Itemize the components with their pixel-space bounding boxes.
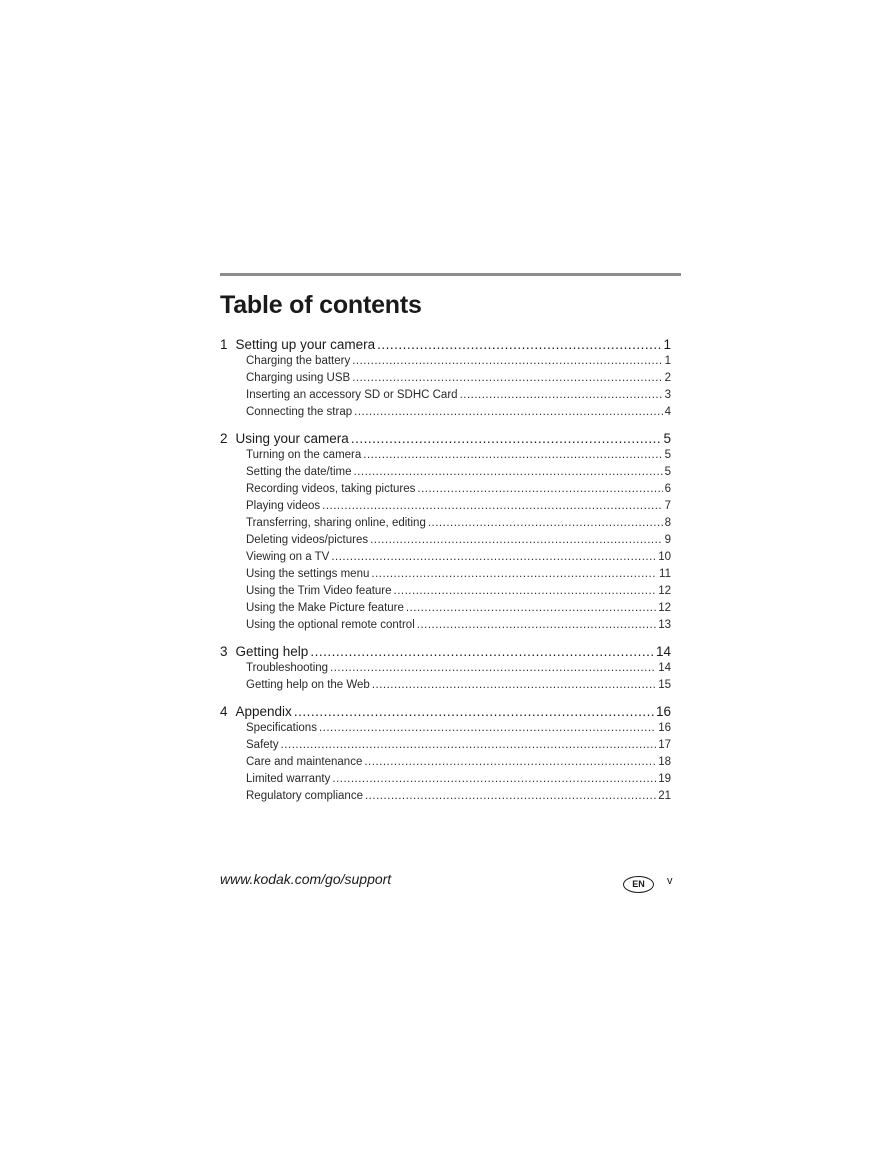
entry-page: 14 — [658, 662, 671, 674]
entry-page: 11 — [659, 568, 671, 580]
chapter-number: 3 — [220, 644, 228, 659]
dot-leader — [352, 353, 662, 370]
language-badge: EN — [623, 876, 654, 893]
toc-entry-row[interactable] — [220, 737, 671, 754]
toc-entry-row[interactable] — [220, 387, 671, 404]
dot-leader — [394, 583, 657, 600]
entry-page: 3 — [664, 389, 671, 401]
dot-leader — [363, 447, 662, 464]
page-title: Table of contents — [220, 291, 422, 319]
entry-title: Using the settings menu — [246, 568, 370, 580]
chapter-page: 16 — [655, 704, 671, 719]
toc-chapter-row[interactable] — [220, 336, 671, 353]
toc-entry-row[interactable] — [220, 404, 671, 421]
toc-entry-row[interactable] — [220, 498, 671, 515]
entry-title: Deleting videos/pictures — [246, 534, 369, 546]
dot-leader — [364, 754, 656, 771]
entry-title: Getting help on the Web — [246, 679, 370, 691]
entry-title: Limited warranty — [246, 773, 331, 785]
toc-entry-row[interactable] — [220, 370, 671, 387]
toc-entry-row[interactable] — [220, 566, 671, 583]
toc-chapter-row[interactable] — [220, 643, 671, 660]
toc-entry-row[interactable] — [220, 532, 671, 549]
chapter-title: Using your camera — [235, 431, 349, 446]
toc-entry-row[interactable] — [220, 754, 671, 771]
dot-leader — [377, 336, 661, 353]
chapter-page: 5 — [663, 431, 671, 446]
entry-title: Charging using USB — [246, 372, 351, 384]
chapter-title: Setting up your camera — [235, 337, 376, 352]
entry-title: Turning on the camera — [246, 449, 362, 461]
entry-page: 12 — [658, 585, 671, 597]
dot-leader — [322, 498, 662, 515]
entry-page: 10 — [658, 551, 671, 563]
toc-entry-row[interactable] — [220, 677, 671, 694]
entry-page: 8 — [664, 517, 671, 529]
toc-entry-row[interactable] — [220, 515, 671, 532]
dot-leader — [371, 566, 657, 583]
dot-leader — [310, 643, 654, 660]
entry-title: Charging the battery — [246, 355, 351, 367]
entry-page: 4 — [664, 406, 671, 418]
dot-leader — [351, 430, 662, 447]
toc-entry-row[interactable] — [220, 617, 671, 634]
entry-page: 16 — [658, 722, 671, 734]
entry-page: 1 — [664, 355, 671, 367]
chapter-page: 1 — [663, 337, 671, 352]
chapter-title: Appendix — [235, 704, 292, 719]
toc-entry-row[interactable] — [220, 481, 671, 498]
entry-title: Viewing on a TV — [246, 551, 330, 563]
dot-leader — [294, 703, 654, 720]
chapter-page: 14 — [655, 644, 671, 659]
entry-page: 6 — [664, 483, 671, 495]
entry-title: Specifications — [246, 722, 317, 734]
entry-page: 21 — [658, 790, 671, 802]
dot-leader — [330, 660, 656, 677]
toc-section — [220, 703, 671, 805]
entry-title: Regulatory compliance — [246, 790, 363, 802]
entry-title: Setting the date/time — [246, 466, 352, 478]
toc-entry-row[interactable] — [220, 720, 671, 737]
dot-leader — [319, 720, 656, 737]
entry-page: 17 — [658, 739, 671, 751]
entry-page: 9 — [664, 534, 671, 546]
toc-entry-row[interactable] — [220, 600, 671, 617]
entry-page: 18 — [658, 756, 671, 768]
toc-section — [220, 336, 671, 421]
dot-leader — [417, 481, 662, 498]
chapter-number: 2 — [220, 431, 228, 446]
dot-leader — [365, 788, 656, 805]
entry-title: Using the Make Picture feature — [246, 602, 404, 614]
entry-title: Inserting an accessory SD or SDHC Card — [246, 389, 458, 401]
top-divider — [220, 273, 681, 276]
entry-page: 5 — [664, 449, 671, 461]
toc-entry-row[interactable] — [220, 549, 671, 566]
chapter-number: 4 — [220, 704, 228, 719]
toc-chapter-row[interactable] — [220, 430, 671, 447]
dot-leader — [353, 464, 662, 481]
toc-section — [220, 430, 671, 634]
entry-title: Connecting the strap — [246, 406, 353, 418]
dot-leader — [352, 370, 662, 387]
toc-entry-row[interactable] — [220, 353, 671, 370]
entry-page: 5 — [664, 466, 671, 478]
toc-entry-row[interactable] — [220, 788, 671, 805]
dot-leader — [354, 404, 662, 421]
toc-entry-row[interactable] — [220, 464, 671, 481]
dot-leader — [428, 515, 663, 532]
dot-leader — [417, 617, 656, 634]
toc-entry-row[interactable] — [220, 660, 671, 677]
entry-title: Playing videos — [246, 500, 321, 512]
dot-leader — [370, 532, 663, 549]
toc-entry-row[interactable] — [220, 447, 671, 464]
entry-title: Using the optional remote control — [246, 619, 415, 631]
entry-page: 13 — [658, 619, 671, 631]
dot-leader — [460, 387, 663, 404]
dot-leader — [372, 677, 656, 694]
entry-page: 19 — [658, 773, 671, 785]
entry-title: Using the Trim Video feature — [246, 585, 392, 597]
dot-leader — [331, 549, 656, 566]
entry-page: 15 — [658, 679, 671, 691]
toc-entry-row[interactable] — [220, 771, 671, 788]
entry-title: Safety — [246, 739, 279, 751]
toc-chapter-row[interactable] — [220, 703, 671, 720]
table-of-contents — [220, 336, 671, 814]
chapter-title: Getting help — [235, 644, 309, 659]
entry-title: Care and maintenance — [246, 756, 363, 768]
page-number: v — [667, 875, 673, 887]
entry-page: 7 — [664, 500, 671, 512]
entry-title: Recording videos, taking pictures — [246, 483, 416, 495]
dot-leader — [406, 600, 656, 617]
entry-title: Transferring, sharing online, editing — [246, 517, 426, 529]
entry-page: 12 — [658, 602, 671, 614]
entry-title: Troubleshooting — [246, 662, 329, 674]
toc-section — [220, 643, 671, 694]
dot-leader — [281, 737, 657, 754]
chapter-number: 1 — [220, 337, 228, 352]
entry-page: 2 — [664, 372, 671, 384]
toc-entry-row[interactable] — [220, 583, 671, 600]
dot-leader — [332, 771, 656, 788]
support-url-link[interactable]: www.kodak.com/go/support — [220, 871, 392, 887]
